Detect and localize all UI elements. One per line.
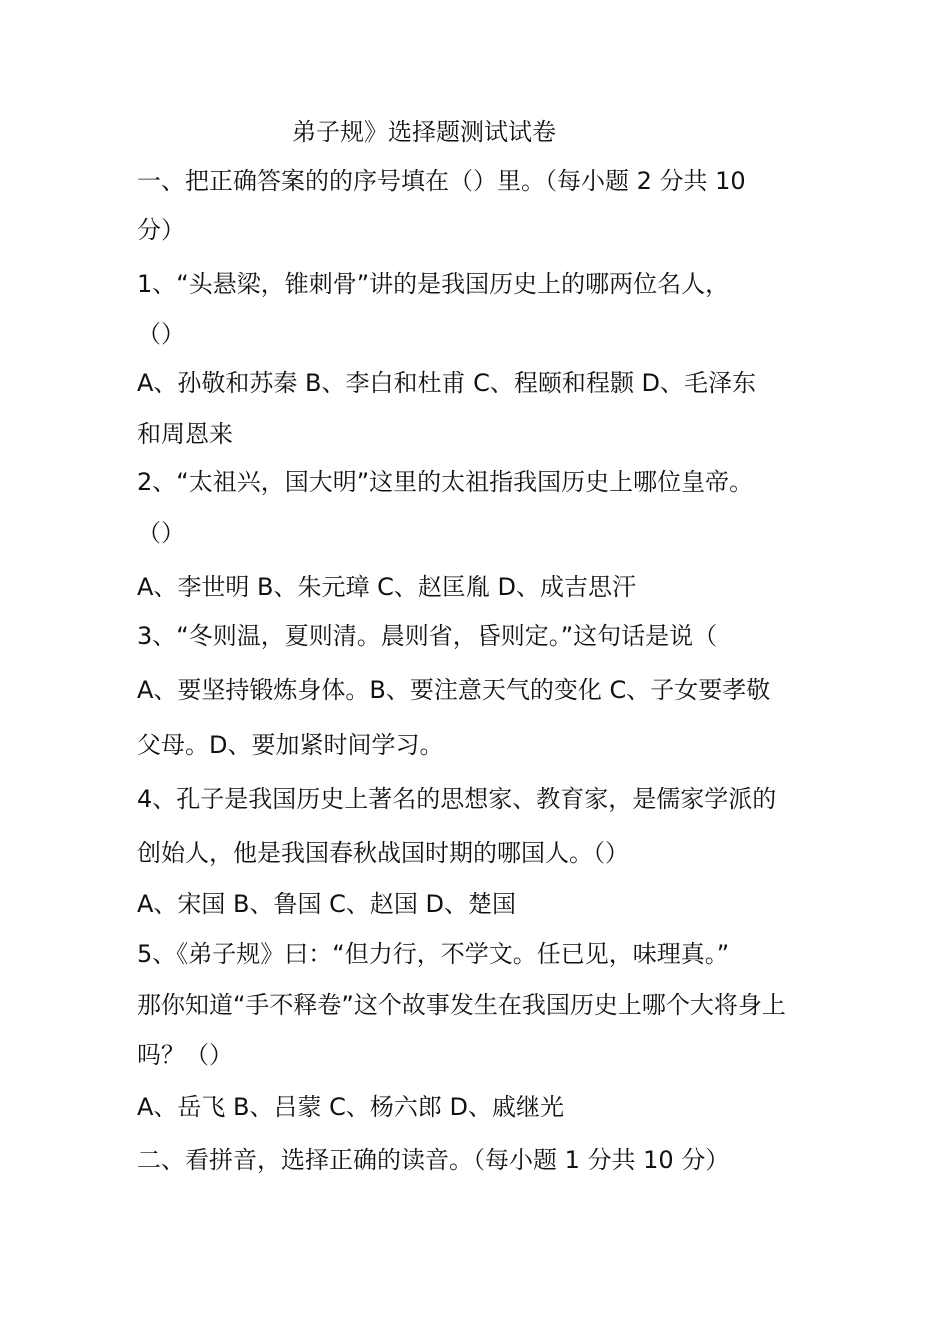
question-4-text: 4、孔子是我国历史上著名的思想家、教育家，是儒家学派的 bbox=[137, 785, 777, 813]
question-5-text-cont: 那你知道“手不释卷”这个故事发生在我国历史上哪个大将身上 bbox=[137, 991, 786, 1019]
question-5-options: A、岳飞 B、吕蒙 C、杨六郎 D、戚继光 bbox=[137, 1093, 565, 1121]
question-3-options: A、要坚持锻炼身体。B、要注意天气的变化 C、子女要孝敬 bbox=[137, 676, 771, 704]
question-2-text: 2、“太祖兴，国大明”这里的太祖指我国历史上哪位皇帝。 bbox=[137, 468, 754, 496]
question-3-text: 3、“冬则温，夏则清。晨则省，昏则定。”这句话是说（ bbox=[137, 622, 718, 650]
question-1-answer-blank: （） bbox=[137, 320, 185, 348]
exam-title: 弟子规》选择题测试试卷 bbox=[292, 118, 556, 146]
section-2-heading: 二、看拼音，选择正确的读音。（每小题 1 分共 10 分） bbox=[137, 1146, 730, 1174]
question-2-options: A、李世明 B、朱元璋 C、赵匡胤 D、成吉思汗 bbox=[137, 573, 637, 601]
question-1-text: 1、“头悬梁，锥刺骨”讲的是我国历史上的哪两位名人， bbox=[137, 270, 730, 298]
question-1-options: A、孙敬和苏秦 B、李白和杜甫 C、程颐和程颢 D、毛泽东 bbox=[137, 369, 757, 397]
question-2-answer-blank: （） bbox=[137, 519, 185, 547]
question-5-answer-blank: 吗？（） bbox=[137, 1041, 233, 1069]
question-1-options-cont: 和周恩来 bbox=[137, 420, 233, 448]
question-4-text-cont: 创始人，他是我国春秋战国时期的哪国人。（） bbox=[137, 839, 629, 867]
question-3-options-cont: 父母。D、要加紧时间学习。 bbox=[137, 731, 444, 759]
section-1-heading-cont: 分） bbox=[137, 216, 185, 244]
question-4-options: A、宋国 B、鲁国 C、赵国 D、楚国 bbox=[137, 890, 517, 918]
question-5-text: 5、《弟子规》曰：“但力行，不学文。任已见，味理真。” bbox=[137, 940, 730, 968]
section-1-heading: 一、把正确答案的的序号填在（）里。（每小题 2 分共 10 bbox=[137, 167, 746, 195]
